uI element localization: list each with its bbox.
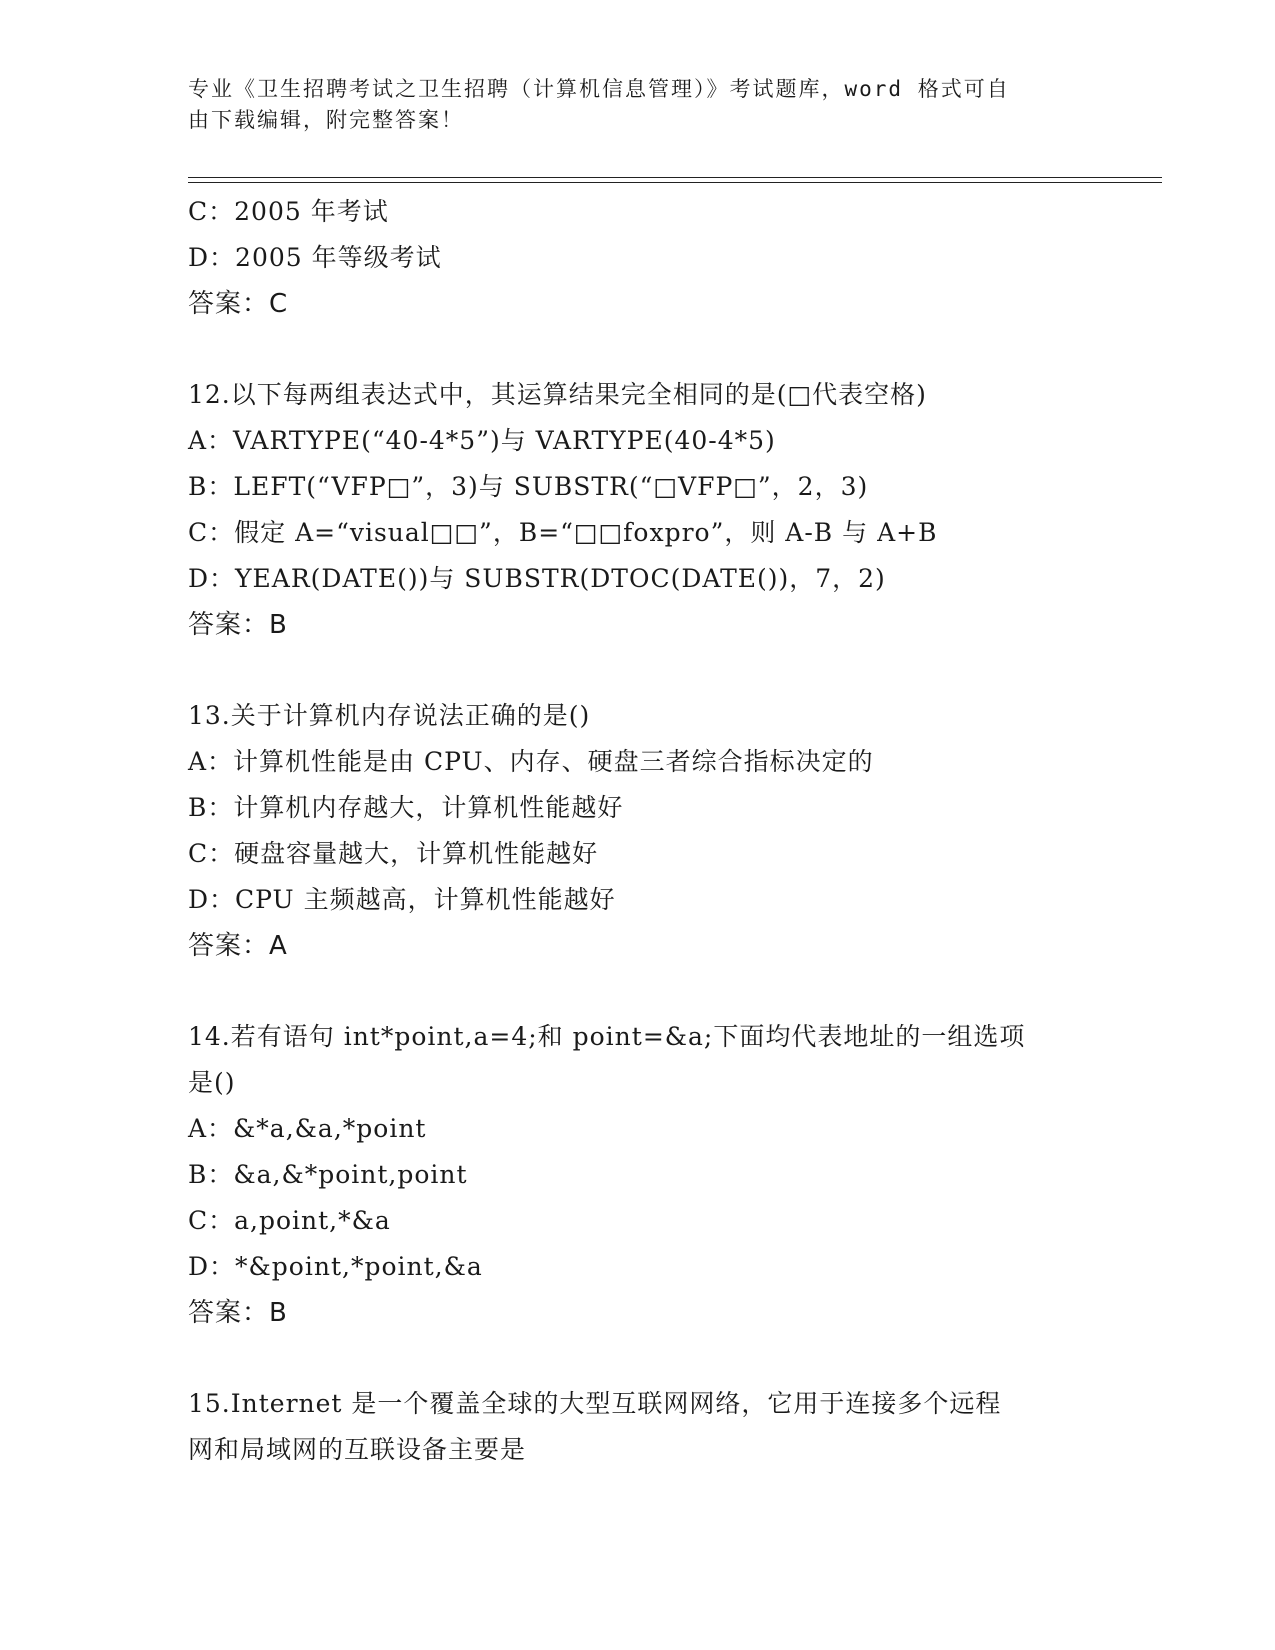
question-11-tail [188, 189, 1088, 327]
question-13 [188, 693, 1088, 969]
header-divider-bottom [188, 182, 1162, 183]
option-b: B：&a,&*point,point [188, 1160, 468, 1189]
option-c: C：假定 A=“visual□□”，B=“□□foxpro”，则 A-B 与 A+B [188, 518, 938, 547]
option-a: A：VARTYPE(“40-4*5”)与 VARTYPE(40-4*5) [188, 426, 776, 455]
option-c: C：2005 年考试 [188, 197, 389, 226]
option-d: D：YEAR(DATE())与 SUBSTR(DTOC(DATE())，7，2) [188, 564, 886, 593]
option-d: D：*&point,*point,&a [188, 1252, 483, 1281]
option-b: B：LEFT(“VFP□”，3)与 SUBSTR(“□VFP□”，2，3) [188, 472, 869, 501]
question-text-line-1: 15.Internet 是一个覆盖全球的大型互联网网络，它用于连接多个远程 [188, 1389, 1002, 1418]
header-divider-top [188, 177, 1162, 178]
question-text: 12.以下每两组表达式中，其运算结果完全相同的是(□代表空格) [188, 380, 927, 409]
option-c: C：硬盘容量越大，计算机性能越好 [188, 839, 599, 868]
answer: 答案：A [188, 931, 288, 961]
option-c: C：a,point,*&a [188, 1206, 391, 1235]
spacer [188, 327, 1088, 372]
option-b: B：计算机内存越大，计算机性能越好 [188, 793, 624, 822]
header-line-1: 专业《卫生招聘考试之卫生招聘（计算机信息管理）》考试题库，word 格式可自 [188, 77, 1010, 101]
option-a: A：计算机性能是由 CPU、内存、硬盘三者综合指标决定的 [188, 747, 874, 776]
spacer [188, 1336, 1088, 1381]
spacer [188, 648, 1088, 693]
header-line-2: 由下载编辑，附完整答案！ [188, 108, 464, 132]
answer: 答案：B [188, 1298, 288, 1328]
question-text-line-1: 14.若有语句 int*point,a=4;和 point=&a;下面均代表地址的一组选项 [188, 1022, 1026, 1051]
answer: 答案：B [188, 610, 288, 640]
spacer [188, 969, 1088, 1014]
question-content [188, 189, 1088, 1473]
question-text-line-2: 网和局域网的互联设备主要是 [188, 1435, 527, 1464]
question-14 [188, 1014, 1088, 1336]
option-d: D：CPU 主频越高，计算机性能越好 [188, 885, 616, 914]
question-15 [188, 1381, 1088, 1473]
question-text: 13.关于计算机内存说法正确的是() [188, 701, 591, 730]
option-d: D：2005 年等级考试 [188, 243, 442, 272]
option-a: A：&*a,&a,*point [188, 1114, 427, 1143]
answer: 答案：C [188, 289, 289, 319]
question-text-line-2: 是() [188, 1068, 236, 1097]
question-12 [188, 372, 1088, 648]
document-header [188, 74, 1088, 136]
